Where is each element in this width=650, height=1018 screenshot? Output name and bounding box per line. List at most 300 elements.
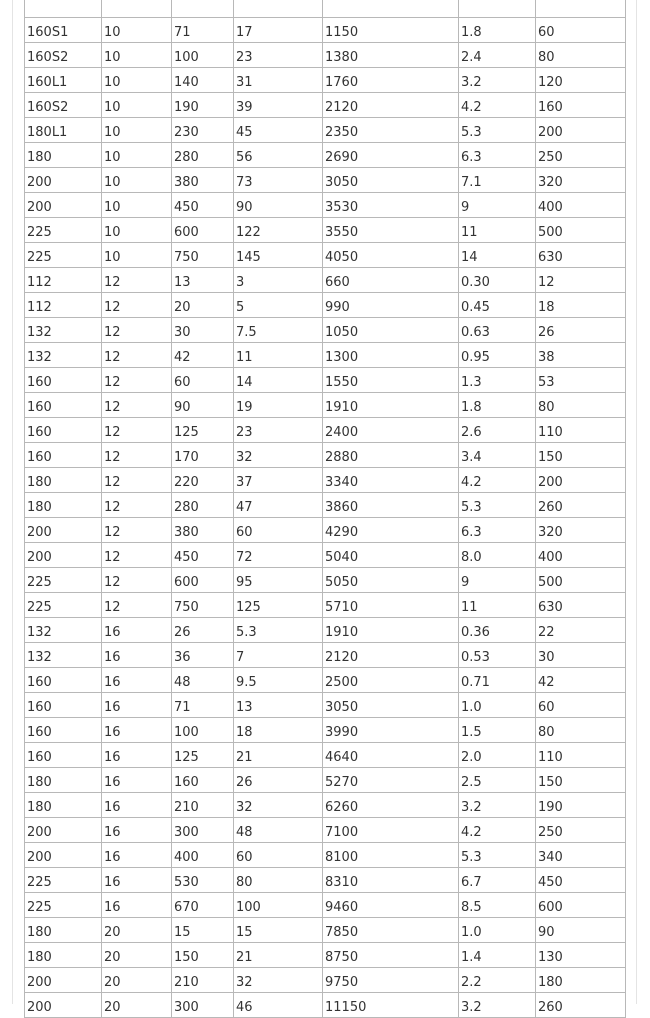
table-row bbox=[25, 393, 626, 418]
table-cell: 90 bbox=[172, 393, 234, 418]
table-row bbox=[25, 693, 626, 718]
table-cell: 260 bbox=[536, 493, 626, 518]
table-cell: 200 bbox=[536, 468, 626, 493]
table-cell: 145 bbox=[234, 243, 323, 268]
table-cell: 42 bbox=[172, 343, 234, 368]
table-row bbox=[25, 418, 626, 443]
table-cell: 20 bbox=[102, 993, 172, 1018]
table-cell: 12 bbox=[102, 593, 172, 618]
table-cell: 2.4 bbox=[459, 43, 536, 68]
table-cell: 320 bbox=[536, 168, 626, 193]
table-cell: 225 bbox=[25, 568, 102, 593]
table-row bbox=[25, 143, 626, 168]
table-cell: 280 bbox=[172, 143, 234, 168]
table-row bbox=[25, 193, 626, 218]
table-cell: 160 bbox=[536, 93, 626, 118]
table-cell: 180 bbox=[536, 968, 626, 993]
table-cell: 120 bbox=[536, 68, 626, 93]
table-row bbox=[25, 443, 626, 468]
table-cell: 660 bbox=[323, 268, 459, 293]
table-cell: 9460 bbox=[323, 893, 459, 918]
table-cell: 150 bbox=[536, 443, 626, 468]
table-cell: 72 bbox=[234, 543, 323, 568]
table-cell: 11 bbox=[459, 218, 536, 243]
table-cell: 112 bbox=[25, 293, 102, 318]
table-cell bbox=[323, 0, 459, 18]
table-cell: 200 bbox=[25, 543, 102, 568]
table-row bbox=[25, 518, 626, 543]
table-cell: 32 bbox=[234, 443, 323, 468]
table-cell: 46 bbox=[234, 993, 323, 1018]
table-cell: 670 bbox=[172, 893, 234, 918]
table-cell: 1.0 bbox=[459, 918, 536, 943]
table-cell: 190 bbox=[172, 93, 234, 118]
table-cell: 1150 bbox=[323, 18, 459, 43]
table-cell: 60 bbox=[536, 693, 626, 718]
table-cell: 180L1 bbox=[25, 118, 102, 143]
table-cell: 16 bbox=[102, 768, 172, 793]
table-row bbox=[25, 493, 626, 518]
table-cell: 60 bbox=[234, 843, 323, 868]
table-cell: 6.3 bbox=[459, 143, 536, 168]
table-cell: 9.5 bbox=[234, 668, 323, 693]
table-cell: 132 bbox=[25, 343, 102, 368]
table-cell: 1910 bbox=[323, 618, 459, 643]
table-cell: 4.2 bbox=[459, 93, 536, 118]
table-cell: 200 bbox=[25, 968, 102, 993]
table-cell: 180 bbox=[25, 468, 102, 493]
table-cell: 125 bbox=[172, 418, 234, 443]
table-cell: 225 bbox=[25, 593, 102, 618]
table-cell: 2350 bbox=[323, 118, 459, 143]
table-cell: 280 bbox=[172, 493, 234, 518]
table-cell: 190 bbox=[536, 793, 626, 818]
table-cell: 3550 bbox=[323, 218, 459, 243]
table-cell: 10 bbox=[102, 193, 172, 218]
table-cell: 110 bbox=[536, 743, 626, 768]
table-cell: 10 bbox=[102, 243, 172, 268]
table-cell: 32 bbox=[234, 968, 323, 993]
table-cell: 6260 bbox=[323, 793, 459, 818]
table-cell: 160S1 bbox=[25, 18, 102, 43]
table-cell: 112 bbox=[25, 268, 102, 293]
table-cell: 16 bbox=[102, 618, 172, 643]
table-cell: 990 bbox=[323, 293, 459, 318]
table-cell: 225 bbox=[25, 243, 102, 268]
table-cell: 36 bbox=[172, 643, 234, 668]
table-cell: 180 bbox=[25, 918, 102, 943]
table-cell: 180 bbox=[25, 493, 102, 518]
table-cell: 20 bbox=[102, 943, 172, 968]
table-cell: 2690 bbox=[323, 143, 459, 168]
table-cell: 12 bbox=[102, 393, 172, 418]
table-cell: 100 bbox=[172, 718, 234, 743]
table-cell: 1.5 bbox=[459, 718, 536, 743]
table-cell: 630 bbox=[536, 593, 626, 618]
table-cell: 225 bbox=[25, 218, 102, 243]
table-cell: 250 bbox=[536, 143, 626, 168]
table-cell: 13 bbox=[234, 693, 323, 718]
table-cell: 530 bbox=[172, 868, 234, 893]
table-cell: 160L1 bbox=[25, 68, 102, 93]
table-cell: 9 bbox=[459, 193, 536, 218]
table-cell: 60 bbox=[172, 368, 234, 393]
table-cell: 56 bbox=[234, 143, 323, 168]
table-cell: 3860 bbox=[323, 493, 459, 518]
table-cell: 30 bbox=[536, 643, 626, 668]
table-cell: 160 bbox=[25, 718, 102, 743]
table-cell: 90 bbox=[536, 918, 626, 943]
table-cell: 23 bbox=[234, 43, 323, 68]
table-row bbox=[25, 318, 626, 343]
table-cell: 140 bbox=[172, 68, 234, 93]
table-cell: 13 bbox=[172, 268, 234, 293]
table-cell: 380 bbox=[172, 518, 234, 543]
table-cell: 150 bbox=[536, 768, 626, 793]
table-cell: 400 bbox=[536, 543, 626, 568]
table-cell: 7.5 bbox=[234, 318, 323, 343]
table-row bbox=[25, 93, 626, 118]
table-cell: 12 bbox=[102, 518, 172, 543]
table-cell: 20 bbox=[102, 968, 172, 993]
table-cell: 3530 bbox=[323, 193, 459, 218]
table-cell: 500 bbox=[536, 568, 626, 593]
table-cell: 26 bbox=[234, 768, 323, 793]
table-cell: 12 bbox=[102, 443, 172, 468]
table-cell: 320 bbox=[536, 518, 626, 543]
table-row bbox=[25, 743, 626, 768]
table-cell: 750 bbox=[172, 593, 234, 618]
table-cell: 0.95 bbox=[459, 343, 536, 368]
table-cell: 160S2 bbox=[25, 43, 102, 68]
table-cell: 9 bbox=[459, 568, 536, 593]
table-cell: 5 bbox=[234, 293, 323, 318]
table-cell: 160 bbox=[25, 693, 102, 718]
table-cell: 4.2 bbox=[459, 468, 536, 493]
table-cell: 39 bbox=[234, 93, 323, 118]
table-cell: 11 bbox=[234, 343, 323, 368]
table-row bbox=[25, 0, 626, 18]
table-cell: 6.7 bbox=[459, 868, 536, 893]
table-cell: 2400 bbox=[323, 418, 459, 443]
table-cell: 3340 bbox=[323, 468, 459, 493]
table-cell: 600 bbox=[172, 218, 234, 243]
table-cell: 0.71 bbox=[459, 668, 536, 693]
table-cell: 1380 bbox=[323, 43, 459, 68]
table-cell: 7.1 bbox=[459, 168, 536, 193]
table-cell: 5710 bbox=[323, 593, 459, 618]
table-cell: 180 bbox=[25, 143, 102, 168]
table-cell: 10 bbox=[102, 18, 172, 43]
table-cell: 20 bbox=[172, 293, 234, 318]
table-row bbox=[25, 818, 626, 843]
table-cell: 80 bbox=[536, 43, 626, 68]
table-cell: 200 bbox=[25, 193, 102, 218]
table-cell: 450 bbox=[172, 543, 234, 568]
table-cell: 8750 bbox=[323, 943, 459, 968]
table-cell: 3050 bbox=[323, 168, 459, 193]
table-cell: 10 bbox=[102, 68, 172, 93]
table-cell: 5270 bbox=[323, 768, 459, 793]
table-row bbox=[25, 168, 626, 193]
table-cell: 225 bbox=[25, 893, 102, 918]
table-cell: 130 bbox=[536, 943, 626, 968]
table-cell: 125 bbox=[172, 743, 234, 768]
table-cell: 9750 bbox=[323, 968, 459, 993]
table-cell: 16 bbox=[102, 868, 172, 893]
table-cell: 12 bbox=[102, 543, 172, 568]
table-cell: 10 bbox=[102, 43, 172, 68]
table-cell: 19 bbox=[234, 393, 323, 418]
table-cell: 0.30 bbox=[459, 268, 536, 293]
table-cell: 60 bbox=[234, 518, 323, 543]
table-row bbox=[25, 343, 626, 368]
table-cell: 16 bbox=[102, 743, 172, 768]
data-table bbox=[24, 0, 626, 1018]
table-cell: 160 bbox=[25, 668, 102, 693]
table-cell: 132 bbox=[25, 318, 102, 343]
table-cell: 220 bbox=[172, 468, 234, 493]
table-row bbox=[25, 368, 626, 393]
table-cell: 1760 bbox=[323, 68, 459, 93]
table-cell: 125 bbox=[234, 593, 323, 618]
table-cell: 5.3 bbox=[459, 843, 536, 868]
table-cell: 380 bbox=[172, 168, 234, 193]
table-cell: 71 bbox=[172, 693, 234, 718]
table-cell: 630 bbox=[536, 243, 626, 268]
table-cell: 1.3 bbox=[459, 368, 536, 393]
table-cell: 73 bbox=[234, 168, 323, 193]
table-cell: 80 bbox=[234, 868, 323, 893]
table-cell: 160 bbox=[172, 768, 234, 793]
table-cell: 200 bbox=[25, 818, 102, 843]
table-row bbox=[25, 918, 626, 943]
table-cell: 160S2 bbox=[25, 93, 102, 118]
table-row bbox=[25, 118, 626, 143]
table-row bbox=[25, 668, 626, 693]
table-cell: 21 bbox=[234, 743, 323, 768]
table-cell: 160 bbox=[25, 418, 102, 443]
table-cell: 12 bbox=[102, 568, 172, 593]
table-row bbox=[25, 268, 626, 293]
table-row bbox=[25, 218, 626, 243]
table-row bbox=[25, 243, 626, 268]
table-cell: 16 bbox=[102, 793, 172, 818]
table-cell: 4050 bbox=[323, 243, 459, 268]
table-cell: 90 bbox=[234, 193, 323, 218]
table-cell: 10 bbox=[102, 93, 172, 118]
table-row bbox=[25, 793, 626, 818]
table-cell: 0.36 bbox=[459, 618, 536, 643]
table-cell: 0.53 bbox=[459, 643, 536, 668]
table-cell bbox=[102, 0, 172, 18]
table-row bbox=[25, 68, 626, 93]
table-cell: 12 bbox=[102, 368, 172, 393]
table-cell: 47 bbox=[234, 493, 323, 518]
table-cell: 38 bbox=[536, 343, 626, 368]
table-cell: 15 bbox=[172, 918, 234, 943]
table-cell: 250 bbox=[536, 818, 626, 843]
table-cell: 5.3 bbox=[234, 618, 323, 643]
table-cell bbox=[172, 0, 234, 18]
table-cell: 8.0 bbox=[459, 543, 536, 568]
table-cell: 26 bbox=[536, 318, 626, 343]
table-cell: 12 bbox=[102, 268, 172, 293]
table-row bbox=[25, 43, 626, 68]
table-cell: 12 bbox=[102, 293, 172, 318]
table-cell: 26 bbox=[172, 618, 234, 643]
table-cell: 100 bbox=[172, 43, 234, 68]
table-cell: 42 bbox=[536, 668, 626, 693]
table-cell: 3 bbox=[234, 268, 323, 293]
table-cell bbox=[25, 0, 102, 18]
table-cell: 400 bbox=[536, 193, 626, 218]
table-cell: 180 bbox=[25, 793, 102, 818]
table-cell: 16 bbox=[102, 693, 172, 718]
table-row bbox=[25, 993, 626, 1018]
table-cell: 160 bbox=[25, 743, 102, 768]
table-cell: 71 bbox=[172, 18, 234, 43]
table-row bbox=[25, 893, 626, 918]
table-cell: 15 bbox=[234, 918, 323, 943]
table-cell: 300 bbox=[172, 818, 234, 843]
table-cell: 180 bbox=[25, 943, 102, 968]
table-cell: 37 bbox=[234, 468, 323, 493]
table-cell: 18 bbox=[536, 293, 626, 318]
table-cell: 7 bbox=[234, 643, 323, 668]
table-cell: 1910 bbox=[323, 393, 459, 418]
table-cell: 2.6 bbox=[459, 418, 536, 443]
table-cell: 2.0 bbox=[459, 743, 536, 768]
table-cell: 0.45 bbox=[459, 293, 536, 318]
table-cell: 210 bbox=[172, 793, 234, 818]
table-cell: 12 bbox=[102, 493, 172, 518]
table-cell: 10 bbox=[102, 218, 172, 243]
table-cell: 23 bbox=[234, 418, 323, 443]
table-cell: 5.3 bbox=[459, 118, 536, 143]
table-row bbox=[25, 943, 626, 968]
table-body bbox=[25, 0, 626, 1018]
table-cell: 210 bbox=[172, 968, 234, 993]
table-cell: 160 bbox=[25, 443, 102, 468]
table-cell: 95 bbox=[234, 568, 323, 593]
table-cell: 11 bbox=[459, 593, 536, 618]
table-cell: 48 bbox=[172, 668, 234, 693]
table-cell: 1.4 bbox=[459, 943, 536, 968]
table-row bbox=[25, 968, 626, 993]
table-cell: 450 bbox=[172, 193, 234, 218]
table-cell: 10 bbox=[102, 143, 172, 168]
table-cell: 1.8 bbox=[459, 393, 536, 418]
table-cell: 2120 bbox=[323, 643, 459, 668]
table-cell: 30 bbox=[172, 318, 234, 343]
table-cell: 600 bbox=[172, 568, 234, 593]
table-cell: 8.5 bbox=[459, 893, 536, 918]
table-cell: 8100 bbox=[323, 843, 459, 868]
table-cell: 200 bbox=[25, 518, 102, 543]
table-row bbox=[25, 718, 626, 743]
table-row bbox=[25, 618, 626, 643]
table-cell: 450 bbox=[536, 868, 626, 893]
table-cell: 200 bbox=[25, 168, 102, 193]
table-row bbox=[25, 768, 626, 793]
table-cell: 225 bbox=[25, 868, 102, 893]
table-cell: 12 bbox=[536, 268, 626, 293]
table-cell: 60 bbox=[536, 18, 626, 43]
table-cell: 2.2 bbox=[459, 968, 536, 993]
table-cell: 16 bbox=[102, 643, 172, 668]
table-cell: 3.2 bbox=[459, 993, 536, 1018]
table-cell: 200 bbox=[536, 118, 626, 143]
table-cell: 200 bbox=[25, 843, 102, 868]
table-cell: 17 bbox=[234, 18, 323, 43]
table-cell: 14 bbox=[234, 368, 323, 393]
table-cell: 20 bbox=[102, 918, 172, 943]
table-cell: 14 bbox=[459, 243, 536, 268]
table-cell: 6.3 bbox=[459, 518, 536, 543]
table-cell: 600 bbox=[536, 893, 626, 918]
table-cell: 110 bbox=[536, 418, 626, 443]
table-row bbox=[25, 593, 626, 618]
table-cell: 160 bbox=[25, 368, 102, 393]
table-cell: 12 bbox=[102, 468, 172, 493]
table-cell: 1050 bbox=[323, 318, 459, 343]
table-cell: 22 bbox=[536, 618, 626, 643]
table-row bbox=[25, 568, 626, 593]
table-cell: 4.2 bbox=[459, 818, 536, 843]
table-cell: 80 bbox=[536, 393, 626, 418]
table-cell: 750 bbox=[172, 243, 234, 268]
table-cell: 150 bbox=[172, 943, 234, 968]
table-cell: 18 bbox=[234, 718, 323, 743]
table-cell: 300 bbox=[172, 993, 234, 1018]
table-row bbox=[25, 868, 626, 893]
table-row bbox=[25, 843, 626, 868]
table-row bbox=[25, 468, 626, 493]
table-cell: 2.5 bbox=[459, 768, 536, 793]
table-cell: 2120 bbox=[323, 93, 459, 118]
table-cell: 4290 bbox=[323, 518, 459, 543]
table-cell: 2500 bbox=[323, 668, 459, 693]
table-cell: 3.4 bbox=[459, 443, 536, 468]
table-cell bbox=[234, 0, 323, 18]
table-cell: 2880 bbox=[323, 443, 459, 468]
table-cell: 1.0 bbox=[459, 693, 536, 718]
table-cell: 100 bbox=[234, 893, 323, 918]
table-cell: 10 bbox=[102, 168, 172, 193]
table-cell: 16 bbox=[102, 893, 172, 918]
table-row bbox=[25, 643, 626, 668]
table-cell: 53 bbox=[536, 368, 626, 393]
table-cell: 1300 bbox=[323, 343, 459, 368]
table-cell bbox=[459, 0, 536, 18]
table-cell: 400 bbox=[172, 843, 234, 868]
table-cell: 48 bbox=[234, 818, 323, 843]
table-cell: 170 bbox=[172, 443, 234, 468]
table-cell: 3.2 bbox=[459, 793, 536, 818]
table-cell bbox=[536, 0, 626, 18]
table-cell: 12 bbox=[102, 318, 172, 343]
table-cell: 132 bbox=[25, 618, 102, 643]
table-cell: 80 bbox=[536, 718, 626, 743]
table-cell: 0.63 bbox=[459, 318, 536, 343]
table-cell: 3050 bbox=[323, 693, 459, 718]
table-cell: 16 bbox=[102, 818, 172, 843]
table-cell: 122 bbox=[234, 218, 323, 243]
table-cell: 180 bbox=[25, 768, 102, 793]
table-cell: 12 bbox=[102, 343, 172, 368]
table-cell: 45 bbox=[234, 118, 323, 143]
